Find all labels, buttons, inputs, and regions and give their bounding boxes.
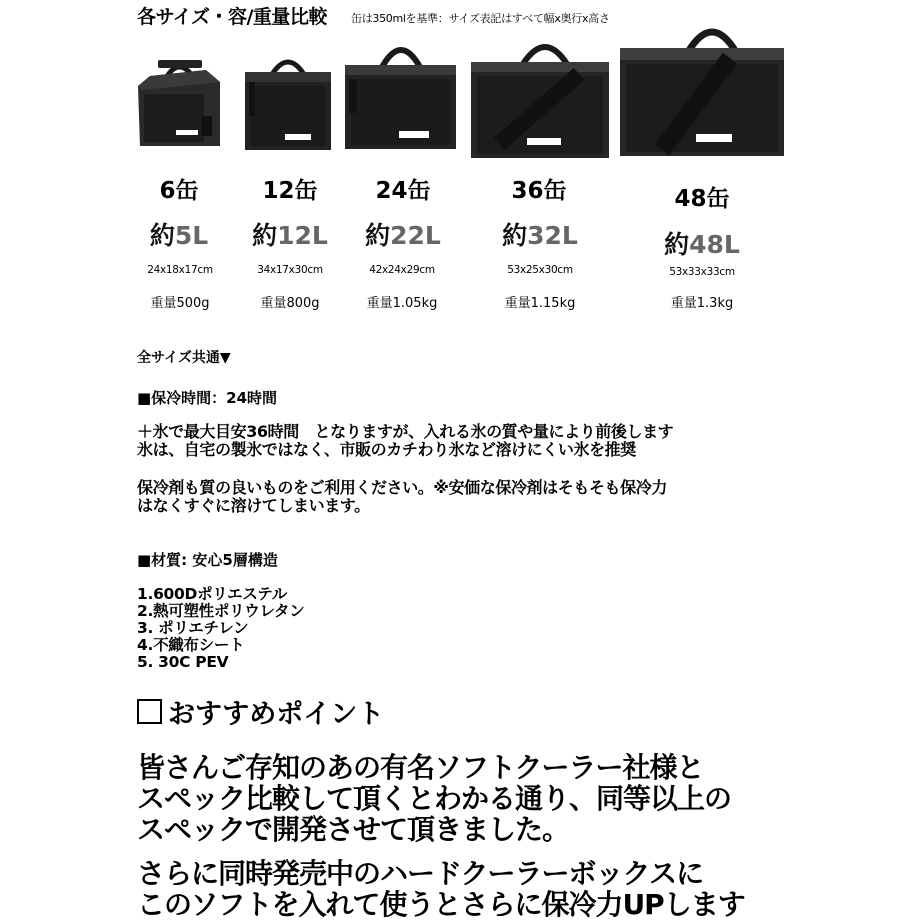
size-dimensions: 53x25x30cm: [507, 264, 573, 276]
page-subtitle: 缶は350mlを基準：サイズ表記はすべて幅x奥行x高さ: [351, 12, 610, 25]
cold-time: ■保冷時間：24時間: [137, 389, 278, 407]
size-dimensions: 24x18x17cm: [147, 264, 213, 276]
page-title: 各サイズ・容/重量比較: [137, 6, 327, 28]
list-item: 5. 30C PEV: [137, 653, 229, 671]
size-weight: 重量1.05kg: [366, 296, 438, 311]
size-count: 24缶: [375, 178, 431, 204]
bag-image-36: [469, 34, 611, 160]
size-count: 6缶: [159, 178, 199, 204]
size-volume: 約5L: [149, 221, 209, 250]
bag-image-6: [136, 56, 222, 152]
size-weight: 重量1.3kg: [670, 296, 734, 311]
checkbox-icon: [137, 699, 162, 724]
size-count: 48缶: [674, 186, 730, 212]
bag-image-48: [618, 18, 786, 158]
size-volume: 約32L: [502, 221, 578, 250]
size-weight: 重量1.15kg: [504, 296, 576, 311]
list-item: 4.不織布シート: [137, 636, 245, 654]
recommend-paragraph-1: 皆さんご存知のあの有名ソフトクーラー社様と スペック比較して頂くとわかる通り、同等以上の スペックで開発させて頂きました。: [137, 751, 732, 846]
material-list: [137, 586, 304, 671]
coolant-note: 保冷剤も質の良いものをご利用ください。※安価な保冷剤はそもそも保冷力 はなくすぐに溶けてしまいます。: [137, 478, 667, 515]
list-item: 2.熱可塑性ポリウレタン: [137, 602, 305, 620]
size-weight: 重量500g: [150, 296, 210, 311]
recommend-paragraph-2: さらに同時発売中のハードクーラーボックスに このソフトを入れて使うとさらに保冷力UPします: [137, 857, 745, 921]
ice-note: ＋氷で最大目安36時間 となりますが、入れる氷の質や量により前後します 氷は、自宅の製氷ではなく、市販のカチわり氷など溶けにくい氷を推奨: [137, 422, 674, 459]
size-volume: 約12L: [252, 221, 328, 250]
list-item: 3. ポリエチレン: [137, 619, 249, 637]
size-dimensions: 42x24x29cm: [369, 264, 435, 276]
common-heading: 全サイズ共通▼: [137, 350, 231, 366]
size-volume: 約48L: [664, 230, 740, 259]
size-count: 12缶: [262, 178, 318, 204]
recommend-heading: おすすめポイント: [137, 692, 384, 731]
list-item: 1.600Dポリエステル: [137, 585, 287, 603]
material-heading: ■材質: 安心5層構造: [137, 551, 278, 569]
size-volume: 約22L: [365, 221, 441, 250]
size-dimensions: 53x33x33cm: [669, 266, 735, 278]
size-dimensions: 34x17x30cm: [257, 264, 323, 276]
size-count: 36缶: [511, 178, 567, 204]
size-weight: 重量800g: [260, 296, 320, 311]
bag-image-12: [243, 50, 333, 152]
bag-image-24: [343, 35, 458, 150]
